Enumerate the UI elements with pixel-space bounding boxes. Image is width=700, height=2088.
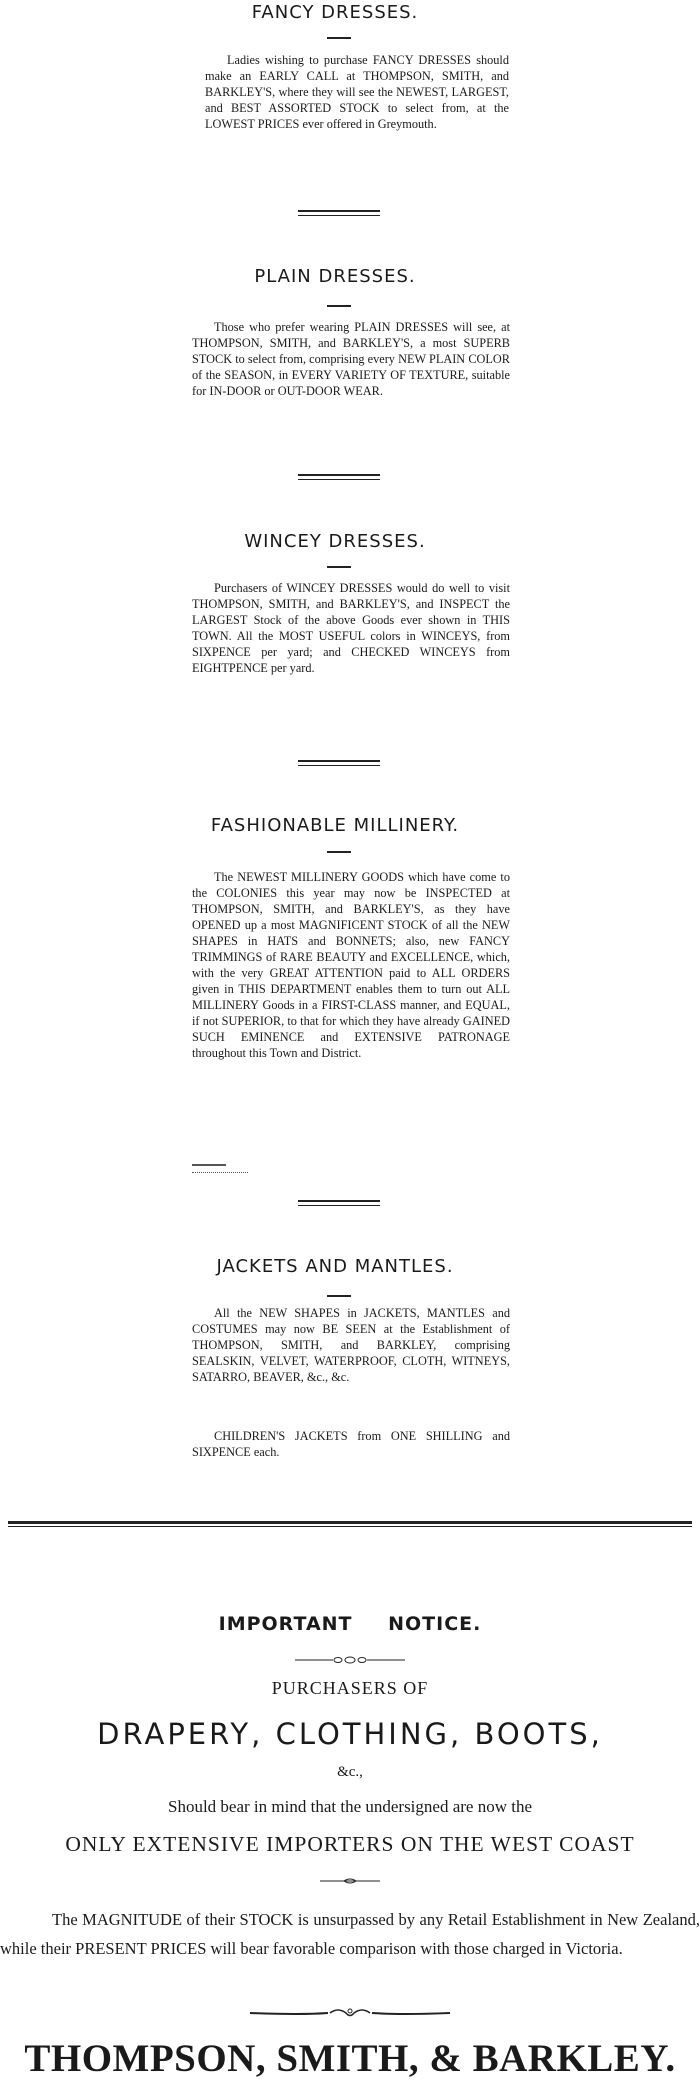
firm-name: THOMPSON, SMITH, & BARKLEY. [24,2037,676,2080]
section-text-fashionable-millinery: The NEWEST MILLINERY GOODS which have come to the COLONIES this year may now be INSPECTED at THOMPSON, SMITH, and BARKLEY'S, as they have OPENED up a most MAGNIFICENT STOCK of all the NEW SHAPES in HATS and BONNETS; also, new FANCY TRIMMINGS of RARE BEAUTY and EXCELLENCE, which, with the very GREAT ATTENTION paid to ALL ORDERS given in THIS DEPARTMENT enables them to turn out ALL MILLINERY Goods in a FIRST-CLASS manner, and EQUAL, if not SUPERIOR, to that for which they have already GAINED SUCH EMINENCE and EXTENSIVE PATRONAGE throughout this Town and District. [192,870,510,1060]
section-divider [298,1200,380,1206]
page-divider [8,1521,692,1527]
section-heading-plain-dresses: PLAIN DRESSES. [254,266,416,287]
heading-underline [327,851,351,853]
section-heading-fashionable-millinery: FASHIONABLE MILLINERY. [210,815,460,836]
section-text-childrens-jackets: CHILDREN'S JACKETS from ONE SHILLING and SIXPENCE each. [192,1429,510,1459]
print-smudge [192,1164,226,1166]
notice-line-purchasers: PURCHASERS OF [271,1678,429,1698]
ornament-divider [0,2006,700,2020]
ornament-divider [0,1877,700,1885]
notice-body: The MAGNITUDE of their STOCK is unsurpassed by any Retail Establishment in New Zealand, while their PRESENT PRICES will bear favorable comparison with those charged in Victoria. [0,1910,700,1958]
heading-underline [327,566,351,568]
section-text-fancy-dresses: Ladies wishing to purchase FANCY DRESSES should make an EARLY CALL at THOMPSON, SMITH, and BARKLEY'S, where they will see the NEWEST, LARGEST, and BEST ASSORTED STOCK to select from, at the LOWEST PRICES ever offered in Greymouth. [205,53,509,131]
notice-line-bear-in-mind: Should bear in mind that the undersigned are now the [168,1797,532,1816]
heading-underline [327,1295,351,1297]
notice-line-importers: ONLY EXTENSIVE IMPORTERS ON THE WEST COAST [65,1832,635,1856]
section-divider [298,474,380,480]
section-divider [298,760,380,766]
section-text-wincey-dresses: Purchasers of WINCEY DRESSES would do well to visit THOMPSON, SMITH, and BARKLEY'S, and INSPECT the LARGEST Stock of the above Goods ever shown in THIS TOWN. All the MOST USEFUL colors in WINCEYS, from SIXPENCE per yard; and CHECKED WINCEYS from EIGHTPENCE per yard. [192,581,510,675]
section-divider [298,210,380,216]
section-text-jackets-and-mantles: All the NEW SHAPES in JACKETS, MANTLES and COSTUMES may now BE SEEN at the Establishment of THOMPSON, SMITH, and BARKLEY, comprising SEALSKIN, VELVET, WATERPROOF, CLOTH, WITNEYS, SATARRO, BEAVER, &c., &c. [192,1306,510,1384]
notice-line-etc: &c., [337,1764,363,1780]
heading-underline [327,305,351,307]
section-text-plain-dresses: Those who prefer wearing PLAIN DRESSES will see, at THOMPSON, SMITH, and BARKLEY'S, a most SUPERB STOCK to select from, comprising every NEW PLAIN COLOR of the SEASON, in EVERY VARIETY OF TEXTURE, suitable for IN-DOOR or OUT-DOOR WEAR. [192,320,510,398]
notice-line-drapery: DRAPERY, CLOTHING, BOOTS, [97,1717,603,1751]
section-heading-wincey-dresses: WINCEY DRESSES. [244,531,426,552]
notice-title: IMPORTANT NOTICE. [218,1613,482,1635]
section-heading-jackets-and-mantles: JACKETS AND MANTLES. [216,1256,454,1277]
print-smudge [192,1172,248,1174]
ornament-divider [0,1655,700,1665]
heading-underline [327,37,351,39]
section-heading-fancy-dresses: FANCY DRESSES. [251,2,419,23]
